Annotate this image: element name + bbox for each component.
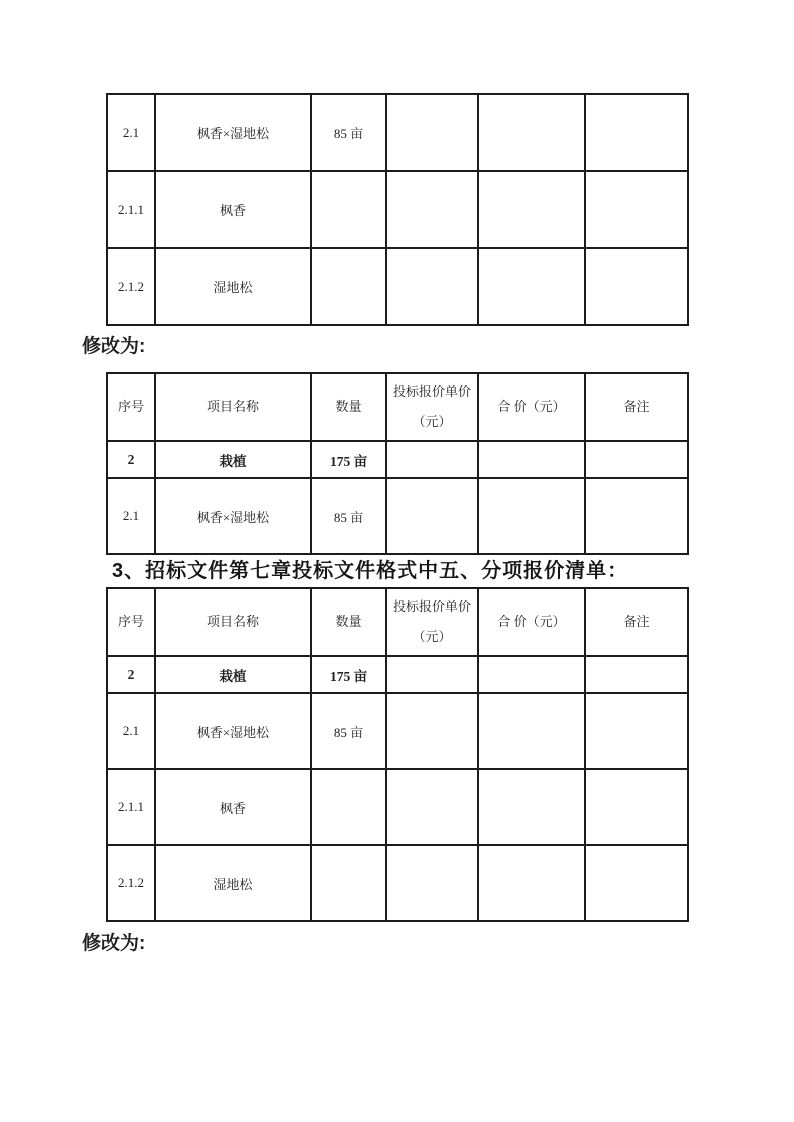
- table-row: [107, 441, 688, 478]
- cell-remark: [585, 171, 688, 248]
- table-row: [107, 171, 688, 248]
- header-cell-unit-price: 投标报价单价（元）: [386, 588, 478, 656]
- header-cell-quantity: 数量: [311, 373, 386, 441]
- header-cell-remark: 备注: [585, 373, 688, 441]
- table-row: [107, 693, 688, 769]
- cell-quantity: 175 亩: [311, 656, 386, 693]
- header-cell-quantity: 数量: [311, 588, 386, 656]
- cell-unit-price: [386, 693, 478, 769]
- cell-remark: [585, 845, 688, 921]
- table-row: [107, 94, 688, 171]
- cell-remark: [585, 94, 688, 171]
- cell-remark: [585, 769, 688, 845]
- cell-total-price: [478, 693, 585, 769]
- cell-item-name: 枫香×湿地松: [155, 94, 311, 171]
- cell-seq: 2: [107, 656, 155, 693]
- cell-item-name: 枫香×湿地松: [155, 478, 311, 554]
- cell-quantity: 175 亩: [311, 441, 386, 478]
- cell-unit-price: [386, 845, 478, 921]
- cell-seq: 2.1.2: [107, 248, 155, 325]
- cell-quantity: [311, 248, 386, 325]
- table-row: [107, 478, 688, 554]
- cell-seq: 2.1.2: [107, 845, 155, 921]
- table-row: [107, 248, 688, 325]
- header-cell-item-name: 项目名称: [155, 373, 311, 441]
- cell-seq: 2: [107, 441, 155, 478]
- cell-item-name: 枫香: [155, 769, 311, 845]
- cell-unit-price: [386, 441, 478, 478]
- header-cell-total-price: 合 价（元）: [478, 588, 585, 656]
- cell-quantity: 85 亩: [311, 693, 386, 769]
- revise-to-label-bottom: 修改为:: [82, 933, 146, 954]
- cell-total-price: [478, 769, 585, 845]
- revise-to-label-top: 修改为:: [82, 336, 146, 357]
- cell-quantity: 85 亩: [311, 94, 386, 171]
- cell-item-name: 湿地松: [155, 845, 311, 921]
- cell-seq: 2.1: [107, 693, 155, 769]
- cell-unit-price: [386, 478, 478, 554]
- cell-unit-price: [386, 248, 478, 325]
- cell-quantity: 85 亩: [311, 478, 386, 554]
- header-cell-unit-price: 投标报价单价（元）: [386, 373, 478, 441]
- header-cell-total-price: 合 价（元）: [478, 373, 585, 441]
- cell-remark: [585, 693, 688, 769]
- header-cell-seq: 序号: [107, 588, 155, 656]
- cell-item-name: 枫香×湿地松: [155, 693, 311, 769]
- cell-quantity: [311, 171, 386, 248]
- price-table-section5: [106, 587, 689, 922]
- cell-unit-price: [386, 94, 478, 171]
- cell-quantity: [311, 845, 386, 921]
- cell-total-price: [478, 478, 585, 554]
- cell-seq: 2.1: [107, 478, 155, 554]
- cell-unit-price: [386, 171, 478, 248]
- cell-item-name: 栽植: [155, 656, 311, 693]
- cell-item-name: 湿地松: [155, 248, 311, 325]
- cell-seq: 2.1.1: [107, 171, 155, 248]
- table-header-row: [107, 373, 688, 441]
- table-row: [107, 769, 688, 845]
- cell-remark: [585, 441, 688, 478]
- header-cell-seq: 序号: [107, 373, 155, 441]
- table-row: [107, 656, 688, 693]
- price-table-revised: [106, 372, 689, 555]
- cell-item-name: 栽植: [155, 441, 311, 478]
- cell-total-price: [478, 94, 585, 171]
- cell-total-price: [478, 441, 585, 478]
- cell-quantity: [311, 769, 386, 845]
- price-table-continuation: [106, 93, 689, 326]
- table-row: [107, 845, 688, 921]
- cell-remark: [585, 248, 688, 325]
- cell-seq: 2.1.1: [107, 769, 155, 845]
- table-header-row: [107, 588, 688, 656]
- cell-item-name: 枫香: [155, 171, 311, 248]
- cell-unit-price: [386, 769, 478, 845]
- section-heading: 3、招标文件第七章投标文件格式中五、分项报价清单：: [112, 560, 629, 582]
- cell-seq: 2.1: [107, 94, 155, 171]
- cell-total-price: [478, 656, 585, 693]
- cell-total-price: [478, 171, 585, 248]
- header-cell-item-name: 项目名称: [155, 588, 311, 656]
- cell-total-price: [478, 845, 585, 921]
- cell-total-price: [478, 248, 585, 325]
- cell-remark: [585, 656, 688, 693]
- cell-remark: [585, 478, 688, 554]
- cell-unit-price: [386, 656, 478, 693]
- header-cell-remark: 备注: [585, 588, 688, 656]
